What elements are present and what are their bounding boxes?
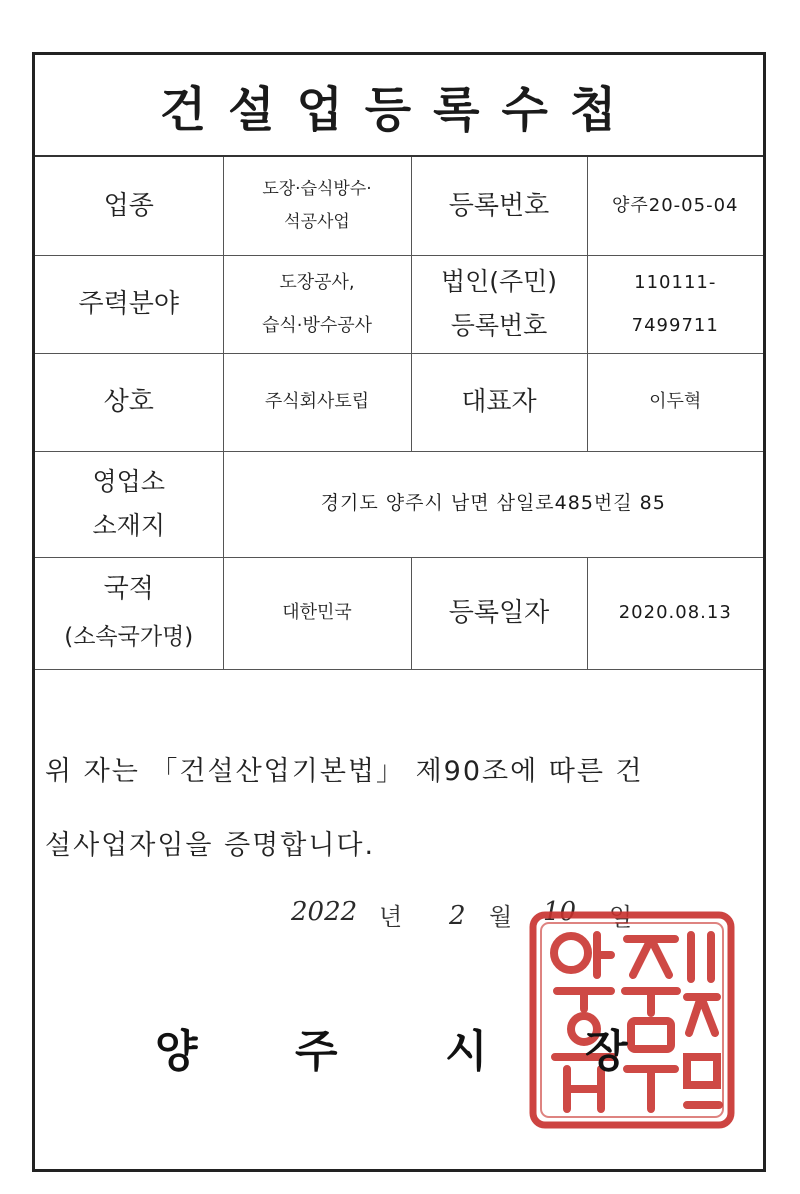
table-row <box>35 353 763 451</box>
issuer-char: 시 <box>445 1026 488 1077</box>
business-type-value: 도장·습식방수· 석공사업 <box>223 157 411 255</box>
issue-day: 10 <box>543 897 577 927</box>
registration-date-value: 2020.08.13 <box>587 557 763 669</box>
representative-label: 대표자 <box>411 353 587 451</box>
issue-month: 2 <box>449 901 466 931</box>
seal-stamp-icon <box>527 909 737 1131</box>
day-unit: 일 <box>609 903 633 931</box>
corp-number-label: 법인(주민) 등록번호 <box>411 255 587 353</box>
main-field-label: 주력분야 <box>35 255 223 353</box>
office-location-value: 경기도 양주시 남면 삼일로485번길 85 <box>223 451 763 557</box>
corp-number-value: 110111- 7499711 <box>587 255 763 353</box>
office-location-label: 영업소 소재지 <box>35 451 223 557</box>
table-row <box>35 255 763 353</box>
registration-date-label: 등록일자 <box>411 557 587 669</box>
issuer-char: 주 <box>295 1026 338 1077</box>
table-row <box>35 557 763 669</box>
trade-name-value: 주식회사토립 <box>223 353 411 451</box>
certification-statement: 위 자는 「건설산업기본법」 제90조에 따른 건 설사업자임을 증명합니다. <box>45 756 644 861</box>
issuer-char: 양 <box>155 1026 198 1077</box>
trade-name-label: 상호 <box>35 353 223 451</box>
certificate-frame <box>32 52 766 1172</box>
year-unit: 년 <box>379 903 403 931</box>
business-type-label: 업종 <box>35 157 223 255</box>
registration-number-label: 등록번호 <box>411 157 587 255</box>
nationality-value: 대한민국 <box>223 557 411 669</box>
registration-number-value: 양주20-05-04 <box>587 157 763 255</box>
issuer-char: 장 <box>585 1026 628 1077</box>
issue-year: 2022 <box>291 897 358 927</box>
representative-value: 이두혁 <box>587 353 763 451</box>
table-row <box>35 451 763 557</box>
nationality-label: 국적 (소속국가명) <box>35 557 223 669</box>
table-row <box>35 157 763 255</box>
official-seal <box>527 909 737 1131</box>
month-unit: 월 <box>489 903 513 931</box>
main-field-value: 도장공사, 습식·방수공사 <box>223 255 411 353</box>
registration-table <box>35 157 763 670</box>
document-title: 건설업등록수첩 <box>35 55 763 157</box>
